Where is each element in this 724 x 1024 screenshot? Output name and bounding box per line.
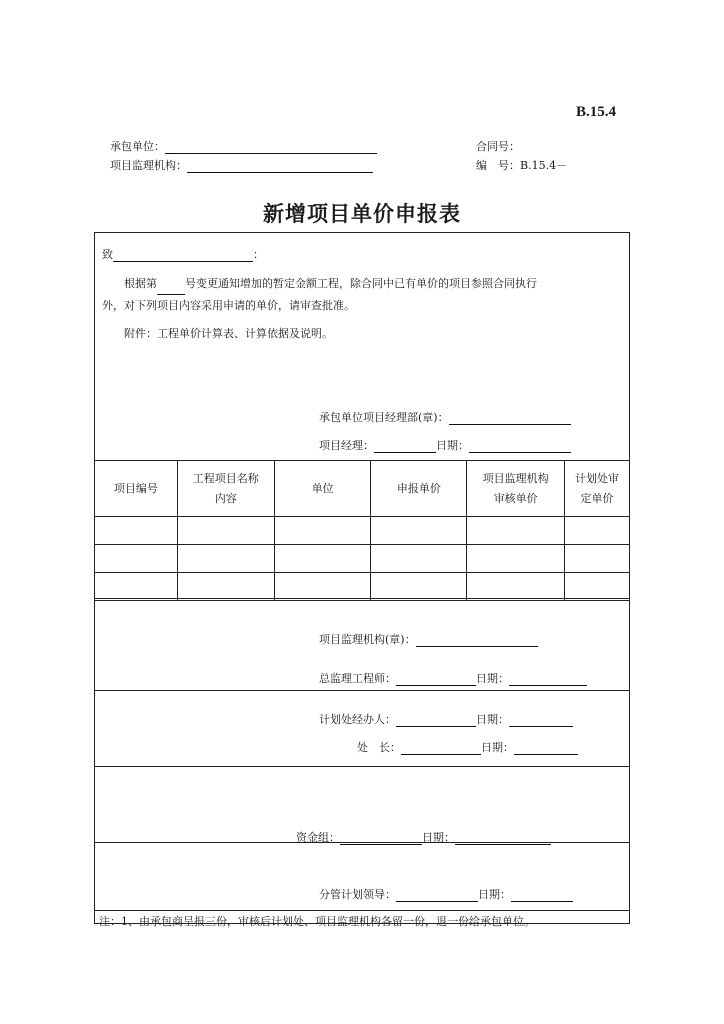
chief-engineer-line (319, 670, 587, 686)
contractor-dept-label: 承包单位项目经理部(章)： (319, 411, 449, 424)
table-cell[interactable] (371, 517, 467, 545)
table-cell[interactable] (177, 573, 274, 601)
supervision-seal-label: 项目监理机构(章)： (319, 633, 416, 646)
leader-label: 分管计划领导： (319, 888, 396, 901)
serial-label: 编 号： (476, 159, 520, 172)
table-cell[interactable] (565, 573, 630, 601)
chief-engineer-label: 总监理工程师： (319, 672, 396, 685)
chief-date-label: 日期： (476, 672, 509, 685)
table-header-row (95, 461, 630, 517)
contract-no-field (476, 138, 520, 154)
table-cell[interactable] (565, 545, 630, 573)
supervision-seal-blank[interactable] (416, 632, 538, 647)
fund-group-label: 资金组： (296, 831, 340, 844)
table-cell[interactable] (177, 545, 274, 573)
table-cell[interactable] (95, 517, 178, 545)
letter-body-line1 (102, 273, 537, 295)
fund-group-line (296, 829, 551, 845)
attachment-note: 附件：工程单价计算表、计算依据及说明。 (124, 327, 333, 340)
serial-value: B.15.4－ (520, 159, 568, 172)
header-declared-price: 申报单价 (371, 461, 467, 517)
to-suffix: ： (253, 248, 264, 261)
table-cell[interactable] (565, 517, 630, 545)
supervision-agency-blank[interactable] (187, 158, 373, 173)
header-supervision-price: 项目监理机构 审核单价 (467, 461, 565, 517)
table-row (95, 517, 630, 545)
planning-head-line (357, 739, 578, 755)
notice-number-blank[interactable] (157, 280, 185, 295)
form-code: B.15.4 (575, 104, 616, 120)
to-label: 致 (102, 248, 113, 261)
divider-fund (94, 766, 630, 767)
planning-head-label: 处 长： (357, 741, 401, 754)
table-cell[interactable] (467, 573, 565, 601)
fund-date-blank[interactable] (455, 830, 551, 845)
footer-note: 注：1、由承包商呈报三份，审核后计划处、项目监理机构各留一份，退一份给承包单位。 (99, 915, 535, 928)
contractor-blank[interactable] (165, 139, 377, 154)
leader-blank[interactable] (396, 887, 478, 902)
fund-date-label: 日期： (422, 831, 455, 844)
table-cell[interactable] (95, 573, 178, 601)
table-cell[interactable] (95, 545, 178, 573)
fund-group-blank[interactable] (340, 830, 422, 845)
serial-field (476, 157, 567, 173)
contractor-field (110, 138, 377, 154)
planning-head-date-blank[interactable] (514, 740, 578, 755)
table-cell[interactable] (274, 573, 371, 601)
supervision-agency-seal-line (319, 631, 538, 647)
supervision-agency-field (110, 157, 373, 173)
planning-head-date-label: 日期： (481, 741, 514, 754)
chief-engineer-blank[interactable] (396, 671, 476, 686)
divider-planning (94, 690, 630, 691)
header-item-name: 工程项目名称 内容 (177, 461, 274, 517)
pm-line (319, 437, 571, 453)
letter-body-part1: 根据第 (124, 277, 157, 290)
divider-note (94, 910, 630, 911)
table-cell[interactable] (467, 517, 565, 545)
table-cell[interactable] (467, 545, 565, 573)
table-cell[interactable] (371, 573, 467, 601)
page-title: 新增项目单价申报表 (263, 202, 461, 226)
supervision-agency-label: 项目监理机构： (110, 159, 187, 172)
letter-body (102, 273, 537, 345)
header-planning-price: 计划处审 定单价 (565, 461, 630, 517)
leader-line (319, 886, 573, 902)
contractor-dept-line (319, 409, 571, 425)
header-item-no: 项目编号 (95, 461, 178, 517)
letter-body-line2: 外，对下列项目内容采用申请的单价，请审查批准。 (102, 299, 355, 312)
planning-head-blank[interactable] (401, 740, 481, 755)
planning-handler-date-blank[interactable] (509, 712, 573, 727)
contract-no-label: 合同号： (476, 140, 520, 153)
contractor-label: 承包单位： (110, 140, 165, 153)
table-cell[interactable] (274, 517, 371, 545)
addressee-blank[interactable] (113, 247, 253, 262)
table-row (95, 545, 630, 573)
table-row (95, 573, 630, 601)
pm-blank[interactable] (374, 438, 436, 453)
planning-handler-blank[interactable] (396, 712, 476, 727)
table-cell[interactable] (177, 517, 274, 545)
planning-handler-line (319, 711, 573, 727)
unit-price-table (94, 460, 630, 601)
letter-body-part2: 号变更通知增加的暂定金额工程，除合同中已有单价的项目参照合同执行 (185, 277, 537, 290)
planning-handler-label: 计划处经办人： (319, 713, 396, 726)
pm-label: 项目经理： (319, 439, 374, 452)
table-cell[interactable] (371, 545, 467, 573)
planning-handler-date-label: 日期： (476, 713, 509, 726)
pm-date-label: 日期： (436, 439, 469, 452)
chief-date-blank[interactable] (509, 671, 587, 686)
contractor-dept-blank[interactable] (449, 410, 571, 425)
addressee-line (102, 246, 264, 262)
leader-date-blank[interactable] (511, 887, 573, 902)
table-cell[interactable] (274, 545, 371, 573)
header-unit: 单位 (274, 461, 371, 517)
leader-date-label: 日期： (478, 888, 511, 901)
pm-date-blank[interactable] (469, 438, 571, 453)
